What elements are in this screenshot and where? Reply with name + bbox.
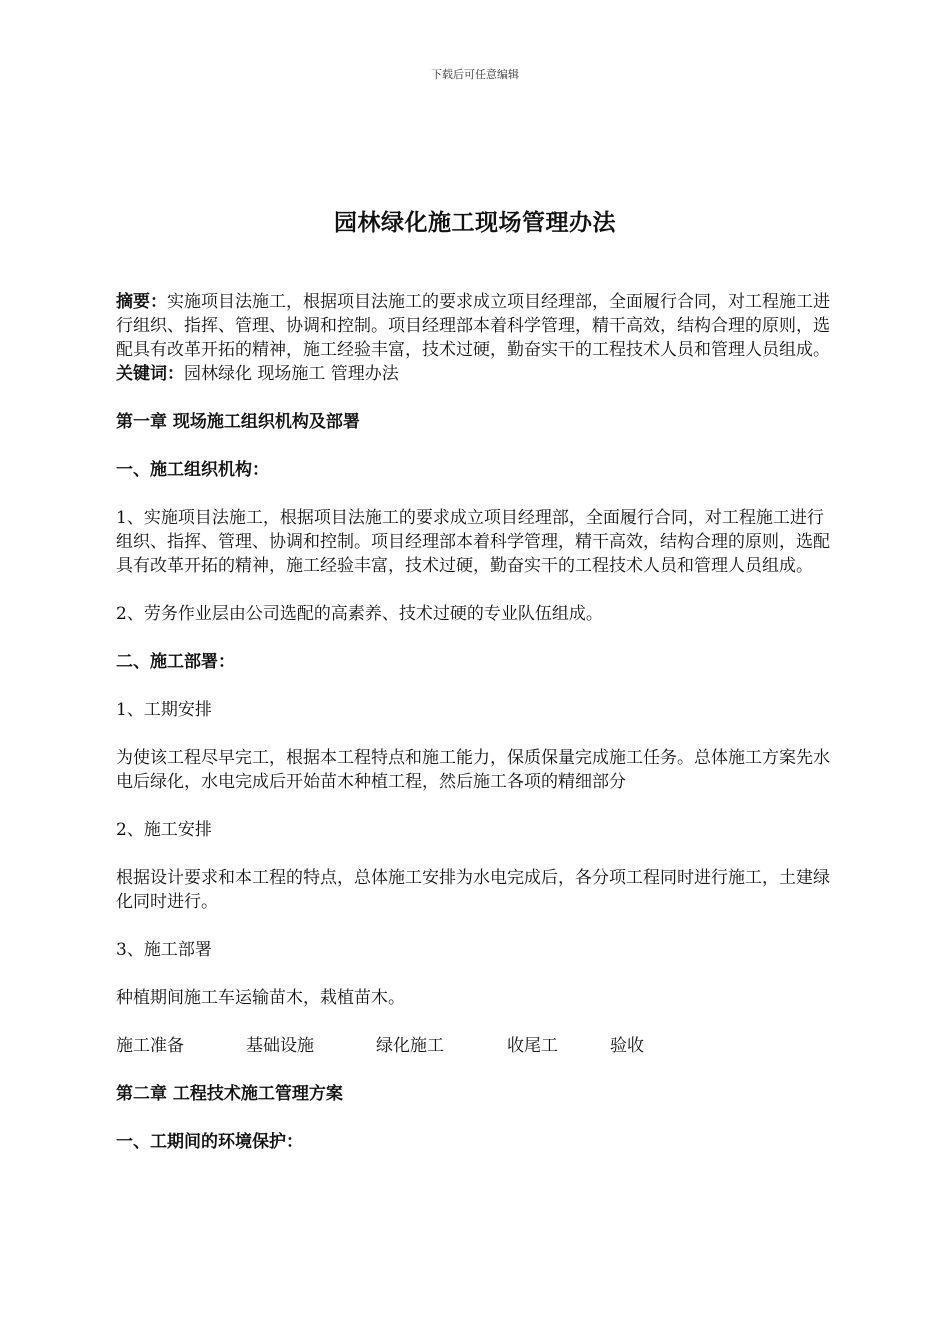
step-acceptance: 验收 [610, 1036, 644, 1056]
step-greening: 绿化施工 [376, 1036, 444, 1056]
section-3-heading: 一、工期间的环境保护： [116, 1132, 303, 1152]
chapter-2-heading: 第二章 工程技术施工管理方案 [116, 1084, 343, 1104]
deployment-text: 种植期间施工车运输苗木，栽植苗木。 [116, 988, 405, 1008]
document-body [116, 290, 836, 1154]
keywords-text: 园林绿化 现场施工 管理办法 [184, 364, 399, 384]
section-1-item-2: 2、劳务作业层由公司选配的高素养、技术过硬的专业队伍组成。 [116, 604, 603, 624]
arrangement-title: 2、施工安排 [116, 820, 212, 840]
step-infrastructure: 基础设施 [246, 1036, 314, 1056]
abstract-text: 实施项目法施工，根据项目法施工的要求成立项目经理部，全面履行合同，对工程施工进行组织、指挥、管理、协调和控制。项目经理部本着科学管理，精干高效，结构合理的原则，选配具有改革开拓的精神，施工经验丰富，技术过硬，勤奋实干的工程技术人员和管理人员组成。 [116, 292, 830, 360]
schedule-title: 1、工期安排 [116, 700, 212, 720]
header-note: 下载后可任意编辑 [431, 68, 519, 81]
keywords-label: 关键词： [116, 364, 184, 384]
construction-steps [116, 1034, 836, 1058]
arrangement-text: 根据设计要求和本工程的特点，总体施工安排为水电完成后，各分项工程同时进行施工，土建绿化同时进行。 [116, 868, 830, 912]
keywords-paragraph [116, 362, 836, 386]
chapter-1-heading: 第一章 现场施工组织机构及部署 [116, 412, 360, 432]
step-finishing: 收尾工 [507, 1036, 558, 1056]
abstract-label: 摘要： [116, 292, 167, 312]
section-2-heading: 二、施工部署： [116, 652, 235, 672]
deployment-title: 3、施工部署 [116, 940, 212, 960]
step-prep: 施工准备 [116, 1036, 184, 1056]
section-1-item-1: 1、实施项目法施工，根据项目法施工的要求成立项目经理部，全面履行合同，对工程施工进行组织、指挥、管理、协调和控制。项目经理部本着科学管理，精干高效，结构合理的原则，选配具有改革开拓的精神，施工经验丰富，技术过硬，勤奋实干的工程技术人员和管理人员组成。 [116, 508, 830, 576]
schedule-text: 为使该工程尽早完工，根据本工程特点和施工能力，保质保量完成施工任务。总体施工方案先水电后绿化，水电完成后开始苗木种植工程，然后施工各项的精细部分 [116, 748, 830, 792]
section-1-heading: 一、施工组织机构： [116, 460, 269, 480]
document-title: 园林绿化施工现场管理办法 [334, 210, 616, 236]
abstract-paragraph [116, 290, 836, 362]
